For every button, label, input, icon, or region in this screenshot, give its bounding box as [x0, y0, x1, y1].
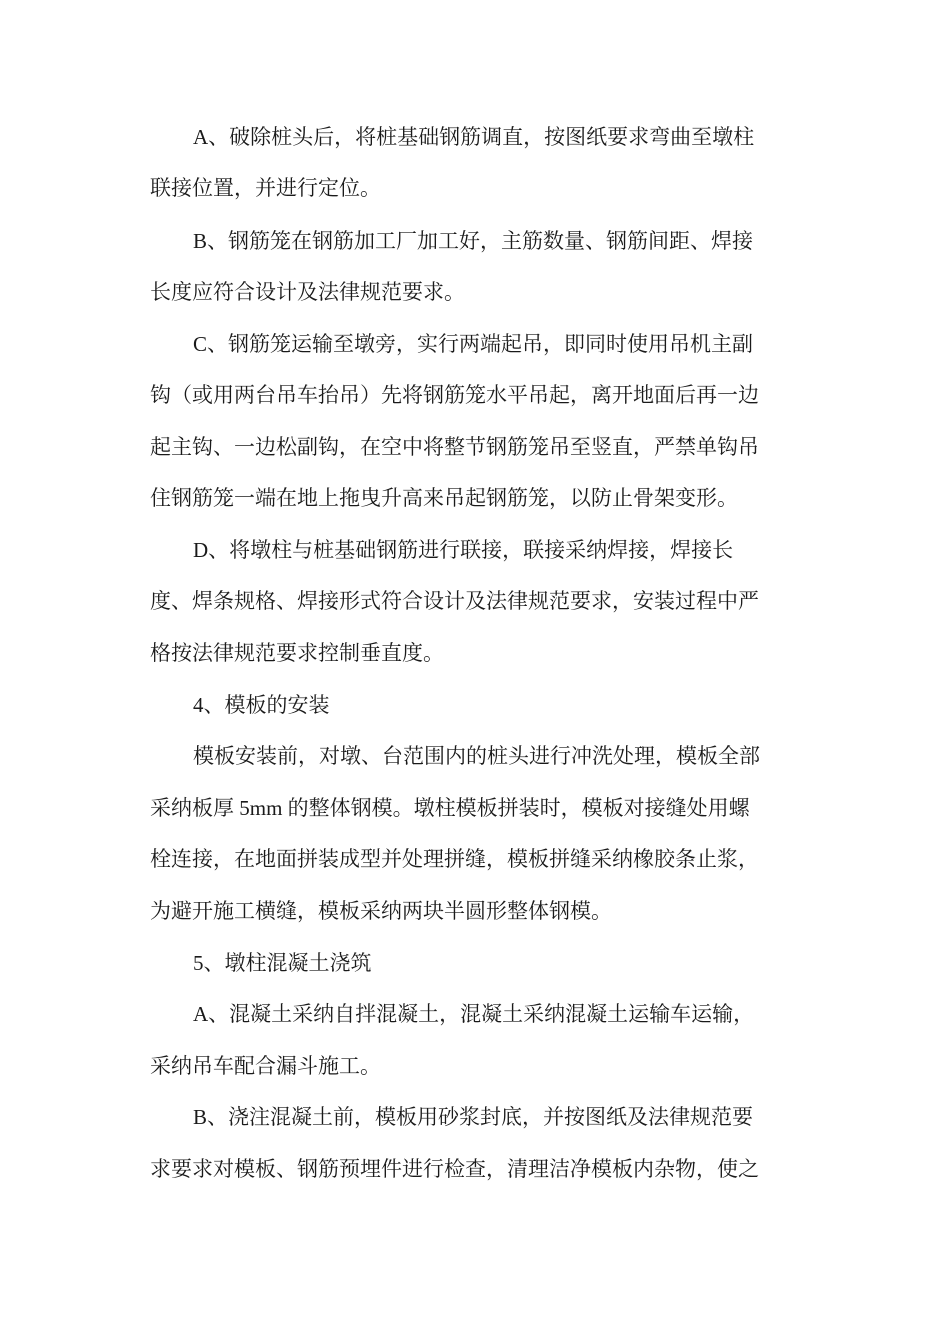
- paragraph-a-line-2: 联接位置，并进行定位。: [150, 176, 381, 200]
- paragraph-b-line-1: B、钢筋笼在钢筋加工厂加工好，主筋数量、钢筋间距、焊接: [193, 229, 754, 253]
- paragraph-formwork-line-2: 采纳板厚 5mm 的整体钢模。墩柱模板拼装时，模板对接缝处用螺: [150, 796, 750, 820]
- paragraph-5b-line-2: 求要求对模板、钢筋预埋件进行检查，清理洁净模板内杂物，使之: [150, 1157, 759, 1181]
- paragraph-5b-line-1: B、浇注混凝土前，模板用砂浆封底，并按图纸及法律规范要: [193, 1105, 754, 1129]
- paragraph-formwork-line-3: 栓连接，在地面拼装成型并处理拼缝，模板拼缝采纳橡胶条止浆，: [150, 847, 759, 871]
- section-heading-4: 4、模板的安装: [193, 693, 330, 717]
- section-heading-5: 5、墩柱混凝土浇筑: [193, 951, 372, 975]
- paragraph-formwork-line-1: 模板安装前，对墩、台范围内的桩头进行冲洗处理，模板全部: [193, 744, 760, 768]
- paragraph-d-line-3: 格按法律规范要求控制垂直度。: [150, 641, 444, 665]
- paragraph-b-line-2: 长度应符合设计及法律规范要求。: [150, 280, 465, 304]
- paragraph-d-line-1: D、将墩柱与桩基础钢筋进行联接，联接采纳焊接，焊接长: [193, 538, 734, 562]
- paragraph-a-line-1: A、破除桩头后，将桩基础钢筋调直，按图纸要求弯曲至墩柱: [193, 125, 755, 149]
- paragraph-c-line-3: 起主钩、一边松副钩，在空中将整节钢筋笼吊至竖直，严禁单钩吊: [150, 435, 759, 459]
- paragraph-formwork-line-4: 为避开施工横缝，模板采纳两块半圆形整体钢模。: [150, 899, 612, 923]
- paragraph-d-line-2: 度、焊条规格、焊接形式符合设计及法律规范要求，安装过程中严: [150, 589, 759, 613]
- paragraph-c-line-1: C、钢筋笼运输至墩旁，实行两端起吊，即同时使用吊机主副: [193, 332, 754, 356]
- paragraph-c-line-4: 住钢筋笼一端在地上拖曳升高来吊起钢筋笼，以防止骨架变形。: [150, 486, 738, 510]
- paragraph-5a-line-1: A、混凝土采纳自拌混凝土，混凝土采纳混凝土运输车运输，: [193, 1002, 755, 1026]
- paragraph-5a-line-2: 采纳吊车配合漏斗施工。: [150, 1054, 381, 1078]
- paragraph-c-line-2: 钩（或用两台吊车抬吊）先将钢筋笼水平吊起，离开地面后再一边: [150, 383, 759, 407]
